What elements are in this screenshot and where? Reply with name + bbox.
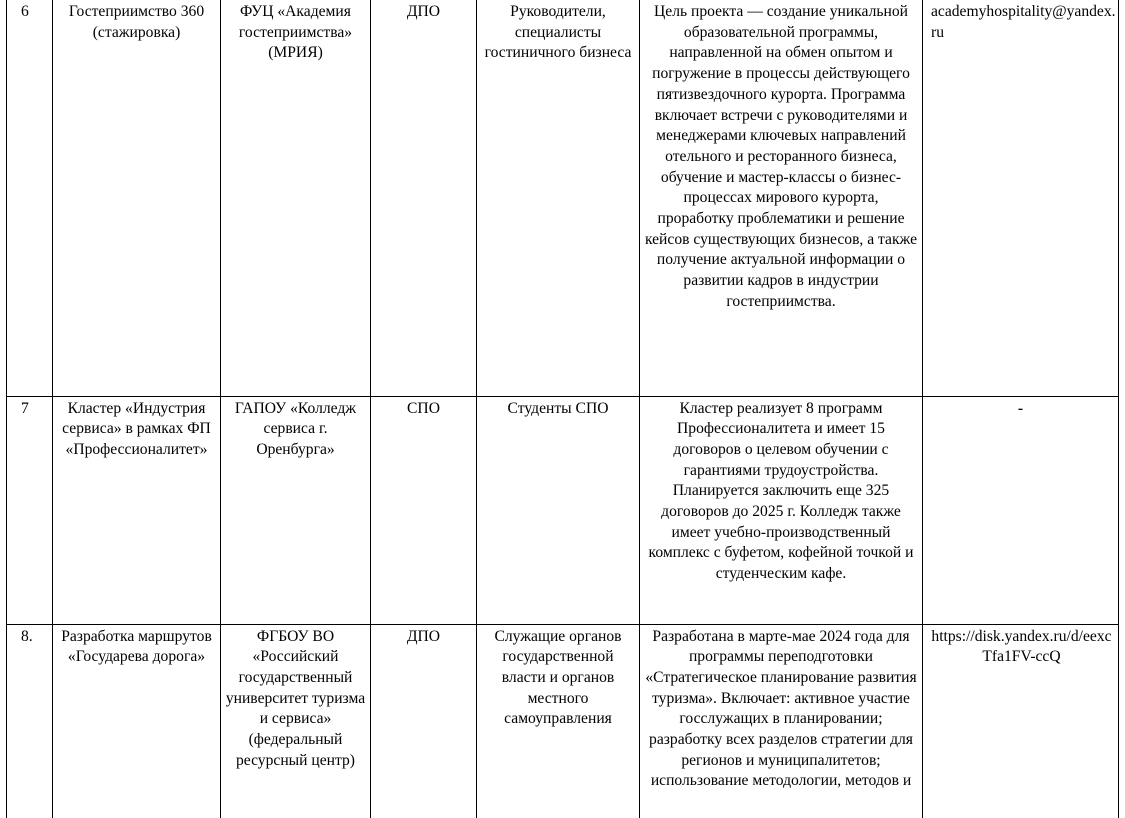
target-audience: Служащие органов государственной власти и органов местного самоуправления [477,624,640,818]
contact-email: academyhospitality@yandex.ru [923,0,1119,396]
target-audience: Руководители, специалисты гостиничного бизнеса [477,0,640,396]
organization: ГАПОУ «Колледж сервиса г. Оренбурга» [221,396,371,624]
program-name: Гостеприимство 360 (стажировка) [53,0,221,396]
education-type: СПО [371,396,477,624]
program-name: Разработка маршрутов «Государева дорога» [53,624,221,818]
disk-link[interactable]: https://disk.yandex.ru/d/eexcTfa1FV-ccQ [923,624,1119,818]
program-description: Цель проекта — создание уникальной образовательной программы, направленной на обмен опытом и погружение в процессы действующего пятизвездочного курорта. Программа включает встречи с руководителями и менеджерами ключевых направлений отельного и ресторанного бизнеса, обучение и мастер-классы о бизнес-процессах мирового курорта, проработку проблематики и решение кейсов существующих бизнесов, а также получение актуальной информации о развитии кадров в индустрии гостеприимства. [640,0,923,396]
program-description: Разработана в марте-мае 2024 года для программы переподготовки «Стратегическое планирование развития туризма». Включает: активное участие госслужащих в планировании; разработку всех разделов стратегии для регионов и муниципалитетов; использование методологии, методов и [640,624,923,818]
contact-empty: - [923,396,1119,624]
organization: ФУЦ «Академия гостеприимства» (МРИЯ) [221,0,371,396]
table-row [7,624,1119,818]
row-number: 7 [7,396,53,624]
table-row [7,396,1119,624]
program-name: Кластер «Индустрия сервиса» в рамках ФП «Профессионалитет» [53,396,221,624]
target-audience: Студенты СПО [477,396,640,624]
organization: ФГБОУ ВО «Российский государственный университет туризма и сервиса» (федеральный ресурсный центр) [221,624,371,818]
row-number: 6 [7,0,53,396]
row-number: 8. [7,624,53,818]
table-row [7,0,1119,396]
program-description: Кластер реализует 8 программ Профессионалитета и имеет 15 договоров о целевом обучении с гарантиями трудоустройства. Планируется заключить еще 325 договоров до 2025 г. Колледж также имеет учебно-производственный комплекс с буфетом, кофейной точкой и студенческим кафе. [640,396,923,624]
education-type: ДПО [371,624,477,818]
education-type: ДПО [371,0,477,396]
program-table [6,0,1119,818]
